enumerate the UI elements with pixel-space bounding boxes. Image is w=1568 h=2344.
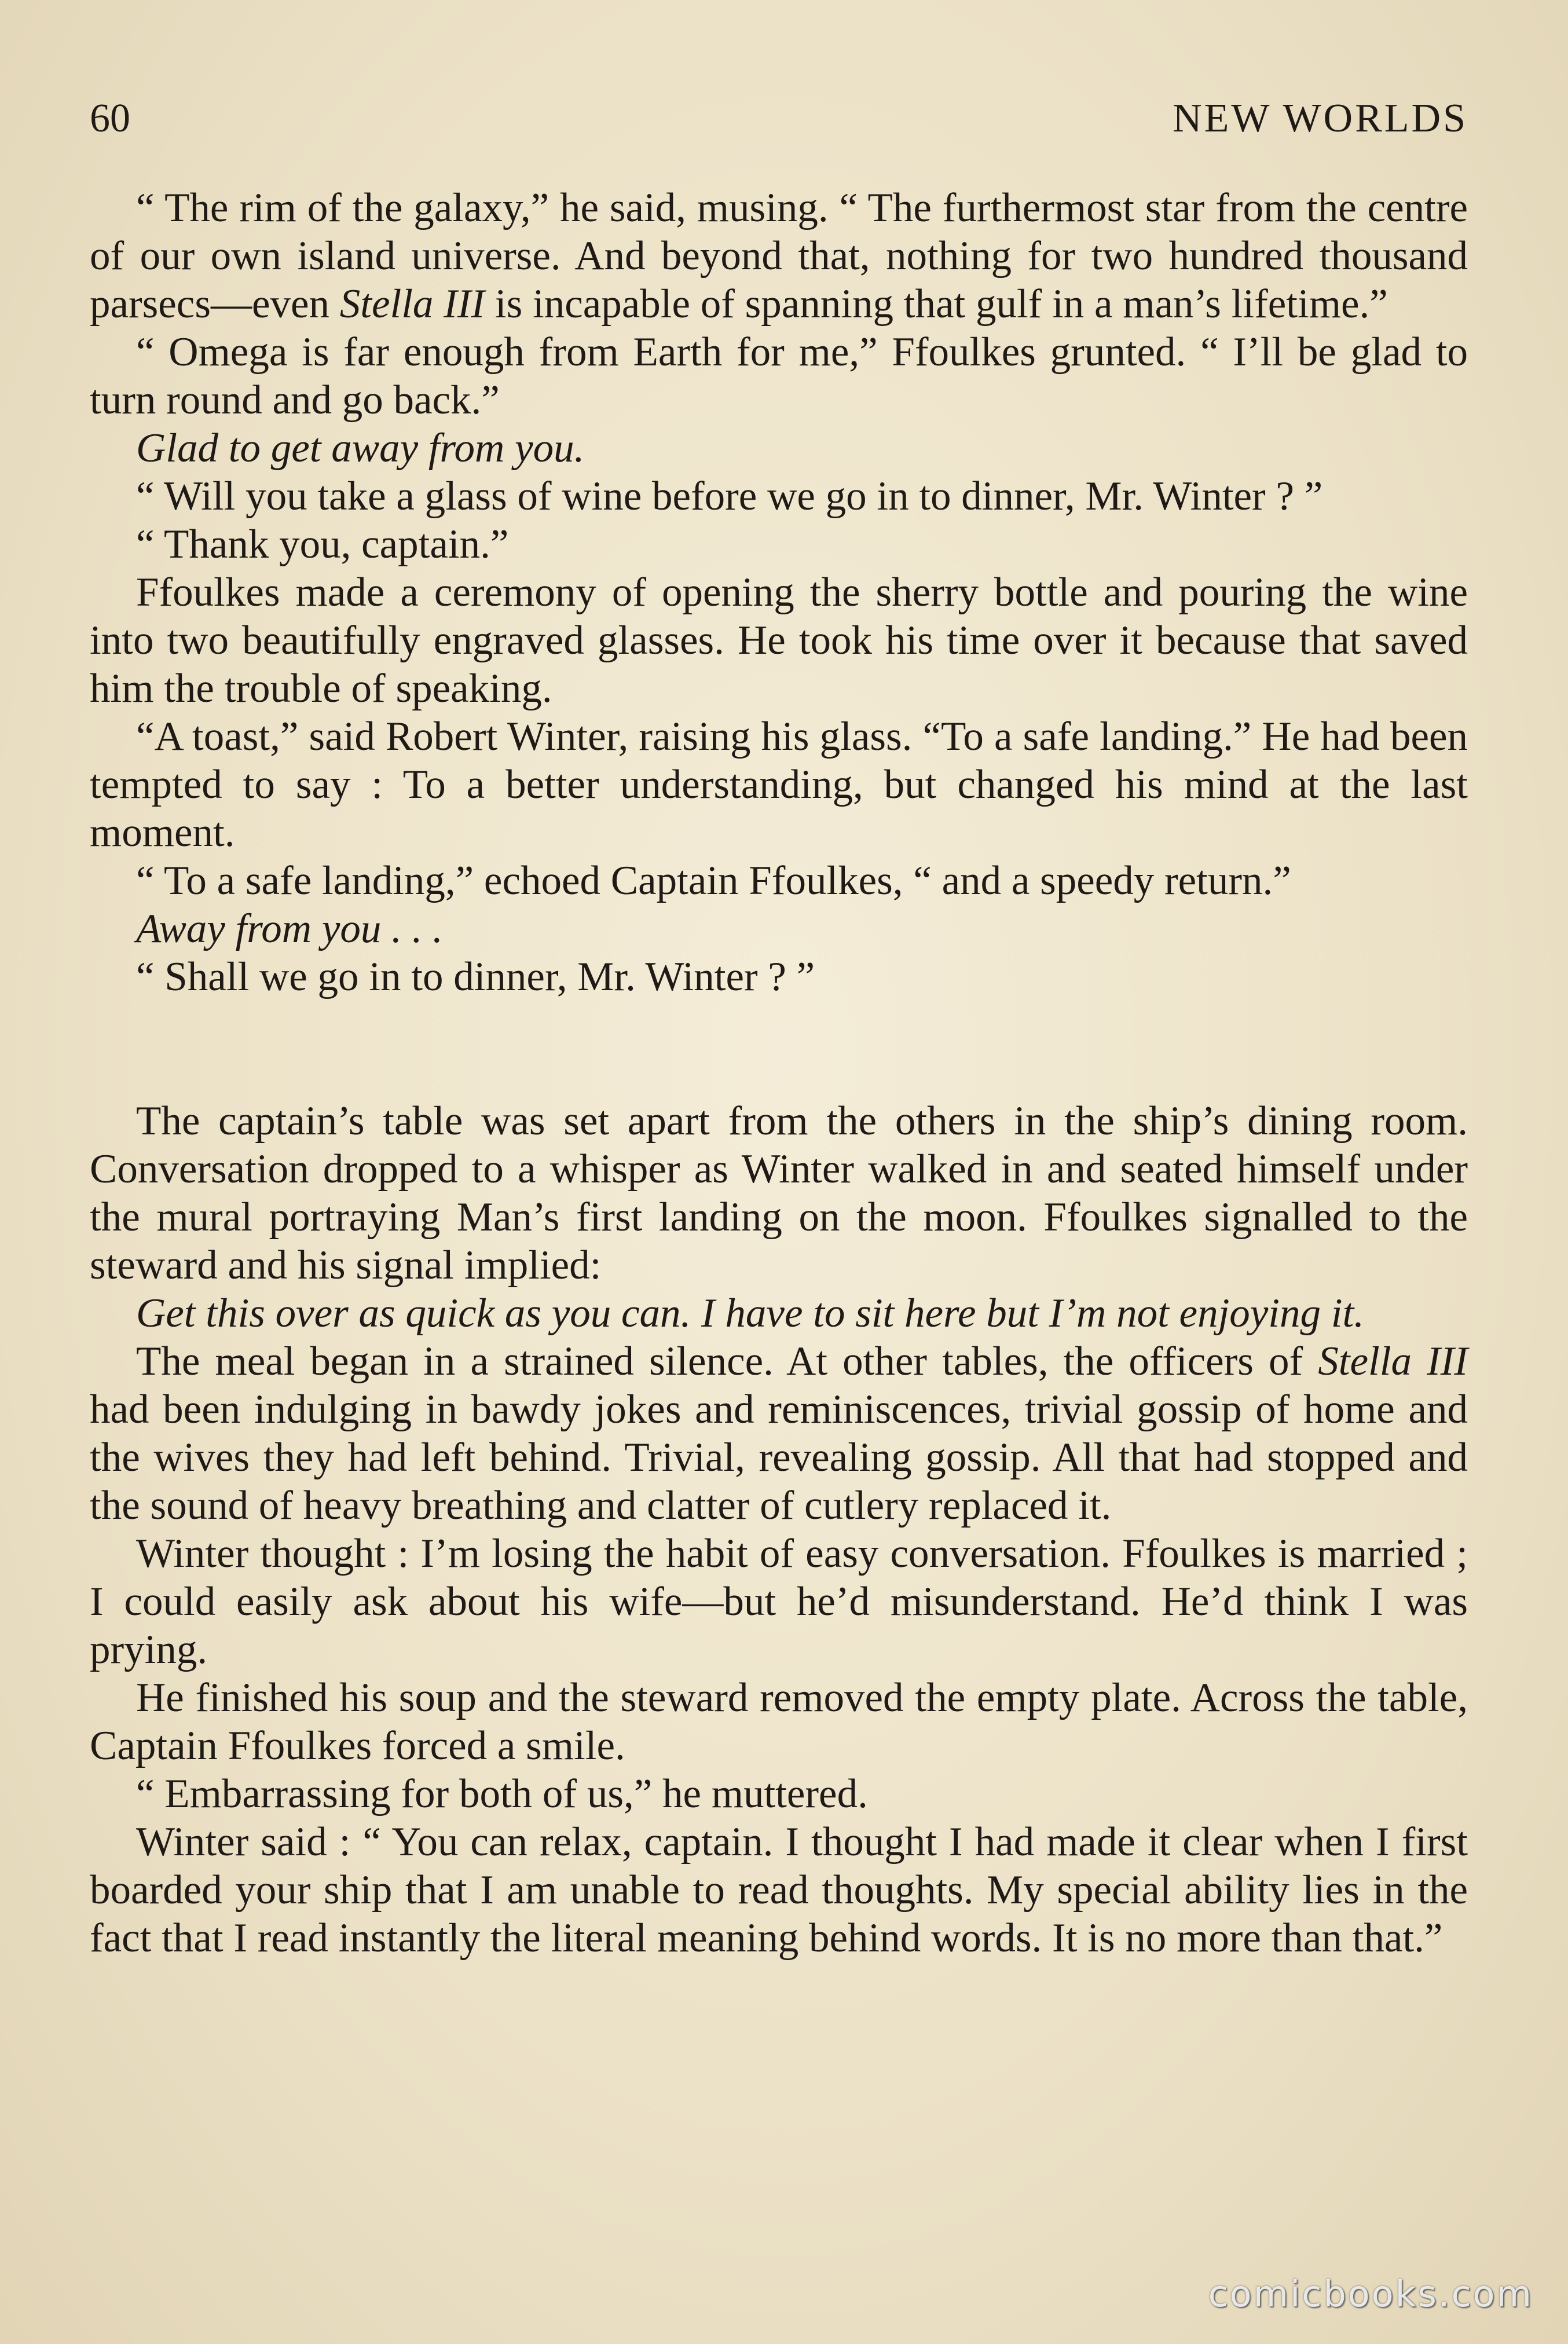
text-run: “ Shall we go in to dinner, Mr. Winter ? ”: [136, 954, 815, 999]
paragraph: [90, 1338, 1468, 1530]
paragraph: [90, 328, 1468, 424]
page-header: [90, 87, 1468, 151]
paragraph: [90, 521, 1468, 569]
text-run: “ Omega is far enough from Earth for me,” Ffoulkes grunted. “ I’ll be glad to turn round and go back.”: [90, 329, 1468, 423]
text-run: “A toast,” said Robert Winter, raising his glass. “To a safe landing.” He had been tempted to say : To a better understanding, but changed his mind at the last moment.: [90, 714, 1468, 855]
text-run: The meal began in a strained silence. At other tables, the officers of: [136, 1339, 1318, 1384]
paragraph: [90, 857, 1468, 905]
text-section-2: [90, 1097, 1468, 1962]
text-run: had been indulging in bawdy jokes and reminiscences, trivial gossip of home and the wives they had left behind. Trivial, revealing gossip. All that had stopped and the sound of heavy breathing and clatter of cutlery replaced it.: [90, 1387, 1468, 1528]
watermark: comicbooks.com: [1208, 2273, 1533, 2315]
paragraph: [90, 184, 1468, 328]
text-run: Glad to get away from you.: [136, 426, 585, 471]
section-break: [90, 1001, 1468, 1097]
text-run: Winter thought : I’m losing the habit of easy conversation. Ffoulkes is married ; I could easily ask about his wife—but he’d misunderstand. He’d think I was prying.: [90, 1531, 1468, 1672]
paragraph: [90, 1674, 1468, 1770]
paragraph: [90, 473, 1468, 521]
paragraph: [90, 1290, 1468, 1338]
paragraph: [90, 569, 1468, 713]
paragraph: [90, 1530, 1468, 1674]
running-head: NEW WORLDS: [1173, 96, 1468, 141]
paragraph: [90, 1770, 1468, 1818]
text-run: “ Embarrassing for both of us,” he muttered.: [136, 1771, 868, 1816]
text-run: “ Thank you, captain.”: [136, 522, 509, 567]
paragraph: [90, 1818, 1468, 1962]
text-section-1: [90, 184, 1468, 1001]
body-text: [90, 184, 1468, 1962]
text-run: “ To a safe landing,” echoed Captain Ffoulkes, “ and a speedy return.”: [136, 858, 1291, 903]
text-run: Ffoulkes made a ceremony of opening the sherry bottle and pouring the wine into two beautifully engraved glasses. He took his time over it because that saved him the trouble of speaking.: [90, 570, 1468, 711]
text-run: Away from you . . .: [136, 906, 443, 951]
paragraph: [90, 713, 1468, 857]
paragraph: [90, 953, 1468, 1001]
text-run: Winter said : “ You can relax, captain. I thought I had made it clear when I first boarded your ship that I am unable to read thoughts. My special ability lies in the fact that I read instantly the literal meaning behind words. It is no more than that.”: [90, 1819, 1468, 1961]
text-run: Get this over as quick as you can. I have to sit here but I’m not enjoying it.: [136, 1291, 1364, 1336]
paragraph: [90, 424, 1468, 473]
page-number: 60: [90, 96, 130, 141]
text-run: is incapable of spanning that gulf in a man’s lifetime.”: [485, 281, 1388, 327]
italic-text-run: Stella III: [1318, 1339, 1468, 1384]
italic-text-run: Stella III: [339, 281, 485, 327]
text-run: “ Will you take a glass of wine before we go in to dinner, Mr. Winter ? ”: [136, 474, 1323, 519]
text-run: He finished his soup and the steward removed the empty plate. Across the table, Captain Ffoulkes forced a smile.: [90, 1675, 1468, 1768]
text-run: The captain’s table was set apart from the others in the ship’s dining room. Conversation dropped to a whisper as Winter walked in and seated himself under the mural portraying Man’s first landing on the moon. Ffoulkes signalled to the steward and his signal implied:: [90, 1098, 1468, 1288]
text-run: “ The rim of the galaxy,” he said, musing. “ The furthermost star from the centre of our own island universe. And beyond that, nothing for two hundred thousand parsecs—even: [90, 185, 1468, 327]
paragraph: [90, 905, 1468, 953]
paragraph: [90, 1097, 1468, 1290]
